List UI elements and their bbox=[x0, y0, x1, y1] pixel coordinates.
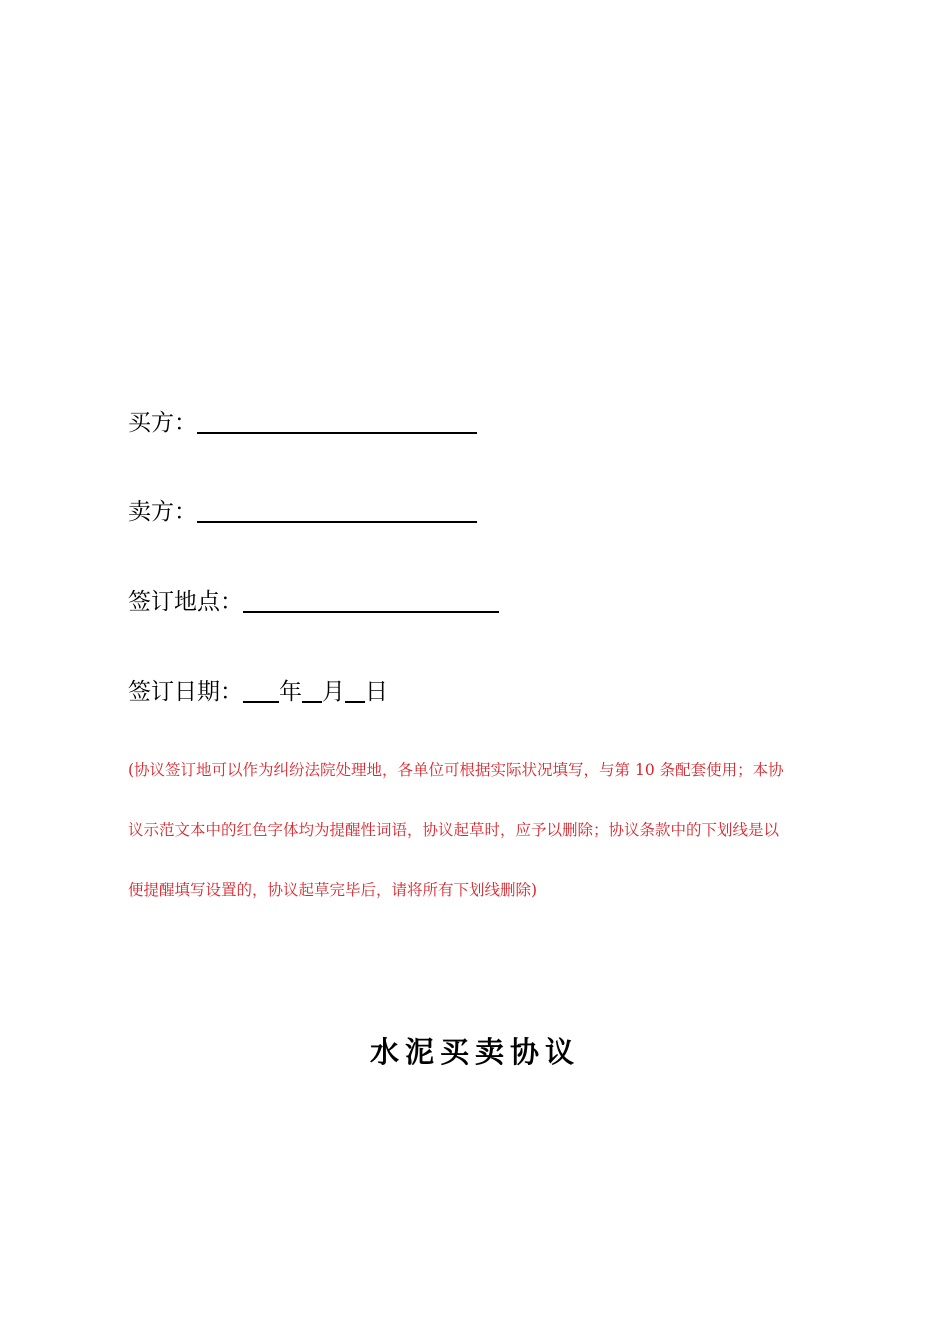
buyer-blank-line[interactable] bbox=[197, 408, 477, 434]
signing-date-label: 签订日期： bbox=[128, 679, 243, 705]
reminder-note-line-2: 议示范文本中的红色字体均为提醒性词语，协议起草时，应予以删除；协议条款中的下划线是以 bbox=[128, 821, 780, 839]
year-blank-line[interactable] bbox=[243, 677, 279, 703]
signing-place-blank-line[interactable] bbox=[243, 587, 499, 613]
signing-place-label: 签订地点： bbox=[128, 589, 243, 615]
buyer-field bbox=[128, 408, 477, 438]
signing-date-field bbox=[128, 677, 388, 707]
year-label: 年 bbox=[279, 679, 302, 705]
seller-label: 卖方： bbox=[128, 499, 197, 525]
seller-blank-line[interactable] bbox=[197, 497, 477, 523]
day-label: 日 bbox=[365, 679, 388, 705]
reminder-note-line-1: (协议签订地可以作为纠纷法院处理地，各单位可根据实际状况填写，与第 10 条配套使用；本协 bbox=[128, 761, 784, 779]
signing-place-field bbox=[128, 587, 499, 617]
reminder-note-line-3: 便提醒填写设置的，协议起草完毕后，请将所有下划线删除) bbox=[128, 881, 538, 899]
month-label: 月 bbox=[322, 679, 345, 705]
document-title: 水泥买卖协议 bbox=[369, 1035, 580, 1069]
seller-field bbox=[128, 497, 477, 527]
month-blank-line[interactable] bbox=[302, 677, 322, 703]
buyer-label: 买方： bbox=[128, 410, 197, 436]
day-blank-line[interactable] bbox=[345, 677, 365, 703]
